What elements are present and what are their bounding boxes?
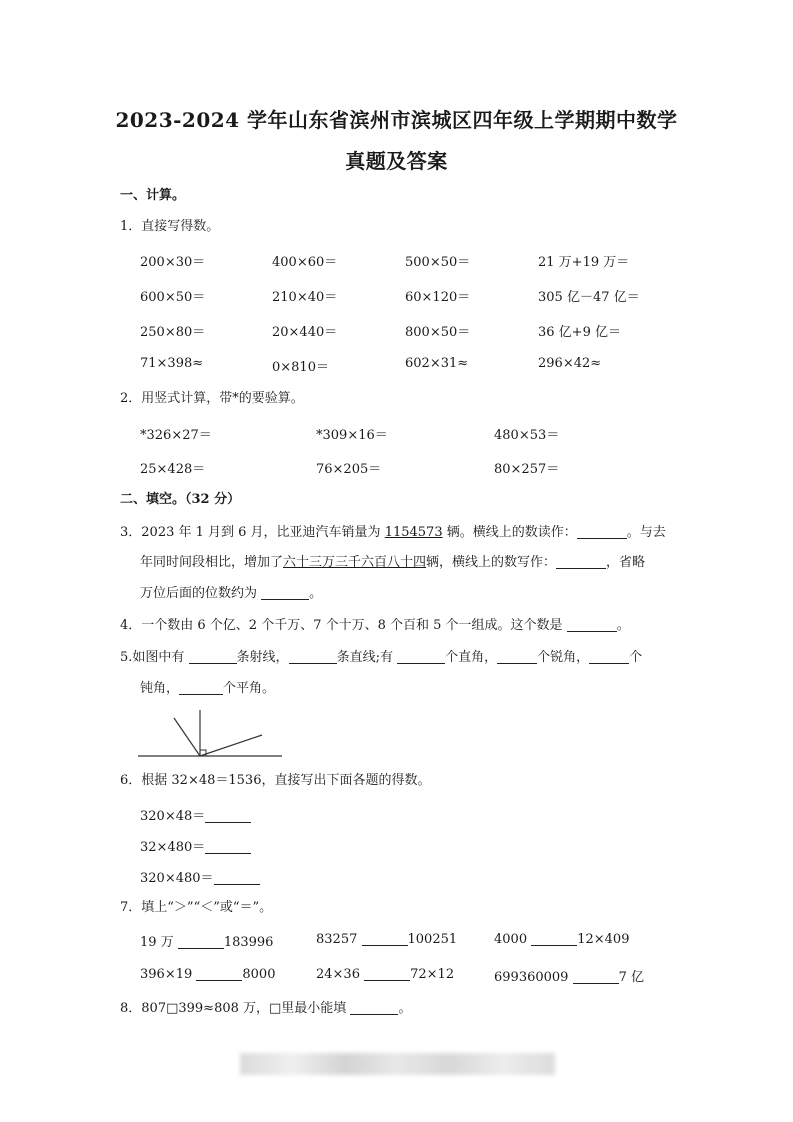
q6-item: 320×48＝ bbox=[140, 805, 251, 824]
q7-item: 396×19 8000 bbox=[140, 967, 276, 982]
answer-blank[interactable] bbox=[397, 649, 445, 664]
answer-blank[interactable] bbox=[205, 839, 251, 854]
answer-blank[interactable] bbox=[556, 554, 606, 569]
section-1-heading: 一、计算。 bbox=[120, 188, 186, 203]
q7-item: 24×36 72×12 bbox=[316, 967, 455, 982]
page-title: 2023-2024 学年山东省滨州市滨城区四年级上学期期中数学 bbox=[115, 108, 678, 132]
q1-item: 250×80＝ bbox=[140, 325, 206, 340]
q2-item: 80×257＝ bbox=[494, 462, 560, 477]
answer-blank[interactable] bbox=[497, 649, 537, 664]
answer-blank[interactable] bbox=[179, 680, 223, 695]
q2-item: *326×27＝ bbox=[140, 428, 212, 443]
angle-figure bbox=[138, 706, 284, 760]
q6-item: 32×480＝ bbox=[140, 836, 251, 855]
question-6: 6．根据 32×48＝1536，直接写出下面各题的得数。 bbox=[120, 773, 431, 788]
q1-item: 20×440＝ bbox=[272, 325, 338, 340]
q1-item: 800×50＝ bbox=[405, 325, 471, 340]
q7-item: 699360009 7 亿 bbox=[494, 970, 644, 985]
answer-blank[interactable] bbox=[567, 617, 617, 632]
question-7: 7．填上“＞”“＜”或“＝”。 bbox=[120, 900, 273, 915]
q2-item: *309×16＝ bbox=[316, 428, 388, 443]
answer-blank[interactable] bbox=[196, 966, 242, 981]
answer-blank[interactable] bbox=[214, 870, 260, 885]
page-subtitle: 真题及答案 bbox=[345, 149, 448, 173]
q1-item: 500×50＝ bbox=[405, 255, 471, 270]
question-8: 8．807□399≈808 万，□里最小能填 。 bbox=[120, 1001, 412, 1016]
q1-item: 210×40＝ bbox=[272, 290, 338, 305]
watermark-blur bbox=[240, 1053, 555, 1075]
question-3-line3: 万位后面的位数约为 。 bbox=[140, 586, 323, 601]
answer-blank[interactable] bbox=[261, 585, 309, 600]
question-1: 1．直接写得数。 bbox=[120, 219, 220, 234]
q7-item: 4000 12×409 bbox=[494, 932, 630, 947]
question-3-line2: 年同时间段相比，增加了六十三万三千六百八十四辆，横线上的数写作： ，省略 bbox=[140, 555, 646, 570]
answer-blank[interactable] bbox=[573, 969, 619, 984]
answer-blank[interactable] bbox=[289, 649, 337, 664]
answer-blank[interactable] bbox=[362, 931, 408, 946]
answer-blank[interactable] bbox=[577, 524, 627, 539]
answer-blank[interactable] bbox=[205, 808, 251, 823]
q7-item: 83257 100251 bbox=[316, 932, 458, 947]
q2-item: 25×428＝ bbox=[140, 462, 206, 477]
question-4: 4．一个数由 6 个亿、2 个千万、7 个十万、8 个百和 5 个一组成。这个数是 。 bbox=[120, 618, 630, 633]
q1-item: 21 万+19 万＝ bbox=[538, 255, 630, 270]
q7-item: 19 万 183996 bbox=[140, 935, 274, 950]
answer-blank[interactable] bbox=[189, 649, 237, 664]
figure-ray-right bbox=[200, 735, 262, 756]
q1-item: 71×398≈ bbox=[140, 356, 204, 371]
question-2: 2．用竖式计算，带*的要验算。 bbox=[120, 391, 304, 406]
question-5-line2: 钝角， 个平角。 bbox=[140, 681, 276, 696]
section-2-heading: 二、填空。（32 分） bbox=[120, 492, 241, 507]
answer-blank[interactable] bbox=[178, 934, 224, 949]
q1-item: 400×60＝ bbox=[272, 255, 338, 270]
answer-blank[interactable] bbox=[589, 649, 629, 664]
q1-item: 296×42≈ bbox=[538, 356, 602, 371]
q1-item: 60×120＝ bbox=[405, 290, 471, 305]
q1-item: 600×50＝ bbox=[140, 290, 206, 305]
answer-blank[interactable] bbox=[350, 1000, 398, 1015]
answer-blank[interactable] bbox=[364, 966, 410, 981]
q1-item: 200×30＝ bbox=[140, 255, 206, 270]
q6-item: 320×480＝ bbox=[140, 867, 260, 886]
q1-item: 36 亿+9 亿＝ bbox=[538, 325, 621, 340]
q2-item: 480×53＝ bbox=[494, 428, 560, 443]
question-5-line1: 5.如图中有 条射线， 条直线;有 个直角， 个锐角， 个 bbox=[120, 650, 643, 665]
q1-item: 0×810＝ bbox=[272, 360, 329, 375]
answer-blank[interactable] bbox=[531, 931, 577, 946]
figure-ray-left bbox=[174, 718, 200, 756]
q1-item: 602×31≈ bbox=[405, 356, 469, 371]
q1-item: 305 亿－47 亿＝ bbox=[538, 290, 640, 305]
q2-item: 76×205＝ bbox=[316, 462, 382, 477]
question-3-line1: 3．2023 年 1 月到 6 月，比亚迪汽车销量为 1154573 辆。横线上的数读作： 。与去 bbox=[120, 525, 666, 540]
